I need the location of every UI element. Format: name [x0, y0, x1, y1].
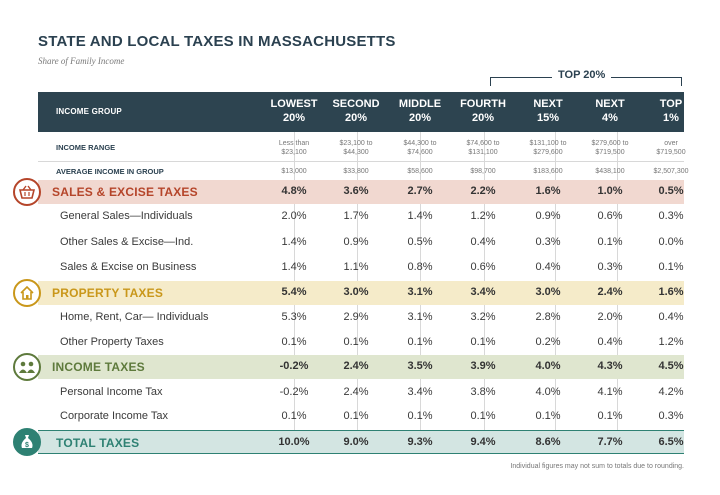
total-cell: 9.0% — [343, 436, 369, 448]
income-row-cell: 0.1% — [535, 410, 561, 422]
property-row-cell: 0.2% — [535, 336, 561, 348]
income-row-cell: 4.2% — [658, 386, 684, 398]
sales-row-label: General Sales—Individuals — [60, 210, 193, 222]
income-total-cell: 4.3% — [597, 360, 623, 372]
header-col-next4: NEXT 4% — [595, 98, 625, 124]
svg-text:$: $ — [25, 442, 29, 449]
header-col-middle: MIDDLE 20% — [398, 98, 442, 124]
footnote: Individual figures may not sum to totals due to rounding. — [510, 463, 684, 470]
basket-icon — [13, 178, 41, 206]
sales-row-cell: 1.2% — [470, 210, 496, 222]
sales-total-cell: 0.5% — [658, 185, 684, 197]
income-taxes-band — [38, 355, 684, 379]
income-total-cell: 2.4% — [343, 360, 369, 372]
sales-total-cell: 2.7% — [407, 185, 433, 197]
property-row-cell: 0.4% — [597, 336, 623, 348]
total-cell: 9.4% — [470, 436, 496, 448]
property-row-cell: 3.2% — [470, 311, 496, 323]
property-row-cell: 0.4% — [658, 311, 684, 323]
income-range-cell: $23,100 to $44,300 — [339, 140, 373, 156]
table-header — [38, 92, 684, 132]
income-range-cell: Less than $23,100 — [278, 140, 310, 156]
sales-row-cell: 0.3% — [658, 210, 684, 222]
sales-taxes-band — [38, 180, 684, 204]
average-income-cell: $183,600 — [533, 168, 563, 175]
income-row-cell: 3.4% — [407, 386, 433, 398]
property-total-cell: 3.0% — [343, 286, 369, 298]
income-range-cell: over $719,500 — [656, 140, 686, 156]
average-income-cell: $438,100 — [595, 168, 625, 175]
sales-total-cell: 4.8% — [281, 185, 307, 197]
income-total-cell: 3.9% — [470, 360, 496, 372]
header-col-second: SECOND 20% — [332, 98, 380, 124]
total-cell: 9.3% — [407, 436, 433, 448]
top20-bracket — [490, 68, 682, 88]
income-total-cell: -0.2% — [279, 360, 309, 372]
income-row-cell: 3.8% — [470, 386, 496, 398]
sales-row-cell: 0.5% — [407, 236, 433, 248]
income-row-cell: 0.1% — [597, 410, 623, 422]
sales-row-cell: 0.8% — [407, 261, 433, 273]
sales-row-cell: 1.4% — [407, 210, 433, 222]
average-income-cell: $2,507,300 — [653, 168, 689, 175]
people-icon — [13, 353, 41, 381]
income-row-cell: 4.1% — [597, 386, 623, 398]
average-income-row — [38, 164, 689, 178]
sales-row-cell: 0.1% — [597, 236, 623, 248]
property-taxes-label: PROPERTY TAXES — [52, 286, 164, 300]
total-taxes-band — [38, 430, 684, 454]
sales-row-cell: 2.0% — [281, 210, 307, 222]
income-row-cell: 0.1% — [407, 410, 433, 422]
property-taxes-band — [38, 281, 684, 305]
property-row-cell: 1.2% — [658, 336, 684, 348]
property-total-cell: 3.1% — [407, 286, 433, 298]
property-row-cell: 2.9% — [343, 311, 369, 323]
sales-row-label: Sales & Excise on Business — [60, 261, 197, 273]
sales-row-cell: 0.6% — [597, 210, 623, 222]
income-total-cell: 4.5% — [658, 360, 684, 372]
total-taxes-label: TOTAL TAXES — [56, 436, 140, 450]
income-range-label: INCOME RANGE — [56, 143, 116, 152]
header-col-next15: NEXT 15% — [533, 98, 563, 124]
income-range-row — [38, 136, 684, 162]
property-total-cell: 5.4% — [281, 286, 307, 298]
sales-row-cell: 1.7% — [343, 210, 369, 222]
income-range-cell: $131,100 to $279,600 — [529, 140, 567, 156]
property-row-cell: 0.1% — [407, 336, 433, 348]
property-row-cell: 2.8% — [535, 311, 561, 323]
property-row-cell: 0.1% — [470, 336, 496, 348]
income-range-cell: $279,600 to $719,500 — [591, 140, 629, 156]
total-cell: 6.5% — [658, 436, 684, 448]
property-row-cell: 2.0% — [597, 311, 623, 323]
income-row-cell: 4.0% — [535, 386, 561, 398]
total-cell: 8.6% — [535, 436, 561, 448]
page-title: STATE AND LOCAL TAXES IN MASSACHUSETTS — [38, 33, 396, 50]
top20-label: TOP 20% — [552, 69, 611, 81]
average-income-cell: $58,600 — [407, 168, 433, 175]
income-group-label: INCOME GROUP — [56, 107, 122, 116]
property-total-cell: 3.4% — [470, 286, 496, 298]
sales-row-cell: 0.9% — [535, 210, 561, 222]
property-total-cell: 1.6% — [658, 286, 684, 298]
sales-row-cell: 0.3% — [597, 261, 623, 273]
income-taxes-label: INCOME TAXES — [52, 360, 145, 374]
average-income-label: AVERAGE INCOME IN GROUP — [56, 167, 164, 176]
header-col-lowest: LOWEST 20% — [270, 98, 318, 124]
sales-row-cell: 1.4% — [281, 236, 307, 248]
income-total-cell: 3.5% — [407, 360, 433, 372]
income-row-cell: 0.1% — [470, 410, 496, 422]
average-income-cell: $13,000 — [281, 168, 307, 175]
income-row-label: Corporate Income Tax — [60, 410, 169, 422]
income-row-cell: 2.4% — [343, 386, 369, 398]
total-cell: 7.7% — [597, 436, 623, 448]
property-row-label: Home, Rent, Car— Individuals — [60, 311, 209, 323]
house-icon — [13, 279, 41, 307]
sales-total-cell: 1.0% — [597, 185, 623, 197]
income-row-cell: -0.2% — [279, 386, 309, 398]
sales-row-cell: 0.9% — [343, 236, 369, 248]
income-row-cell: 0.1% — [343, 410, 369, 422]
sales-row-cell: 0.1% — [658, 261, 684, 273]
property-total-cell: 3.0% — [535, 286, 561, 298]
property-row-cell: 3.1% — [407, 311, 433, 323]
average-income-cell: $98,700 — [470, 168, 496, 175]
sales-total-cell: 2.2% — [470, 185, 496, 197]
total-cell: 10.0% — [278, 436, 310, 448]
income-total-cell: 4.0% — [535, 360, 561, 372]
sales-taxes-label: SALES & EXCISE TAXES — [52, 185, 198, 199]
income-range-cell: $44,300 to $74,600 — [403, 140, 437, 156]
income-row-cell: 0.1% — [281, 410, 307, 422]
income-range-cell: $74,600 to $131,100 — [466, 140, 500, 156]
property-row-cell: 0.1% — [281, 336, 307, 348]
income-row-cell: 0.3% — [658, 410, 684, 422]
sales-row-cell: 0.6% — [470, 261, 496, 273]
money-bag-icon — [13, 428, 41, 456]
sales-total-cell: 1.6% — [535, 185, 561, 197]
property-total-cell: 2.4% — [597, 286, 623, 298]
property-row-cell: 0.1% — [343, 336, 369, 348]
sales-row-cell: 0.3% — [535, 236, 561, 248]
sales-row-cell: 0.4% — [535, 261, 561, 273]
property-row-cell: 5.3% — [281, 311, 307, 323]
header-col-fourth: FOURTH 20% — [460, 98, 506, 124]
sales-total-cell: 3.6% — [343, 185, 369, 197]
sales-row-label: Other Sales & Excise—Ind. — [60, 236, 194, 248]
sales-row-cell: 1.4% — [281, 261, 307, 273]
sales-row-cell: 1.1% — [343, 261, 369, 273]
header-col-top1: TOP 1% — [659, 98, 683, 124]
average-income-cell: $33,800 — [343, 168, 369, 175]
income-row-label: Personal Income Tax — [60, 386, 163, 398]
sales-row-cell: 0.0% — [658, 236, 684, 248]
page-subtitle: Share of Family Income — [38, 56, 125, 66]
property-row-label: Other Property Taxes — [60, 336, 164, 348]
sales-row-cell: 0.4% — [470, 236, 496, 248]
